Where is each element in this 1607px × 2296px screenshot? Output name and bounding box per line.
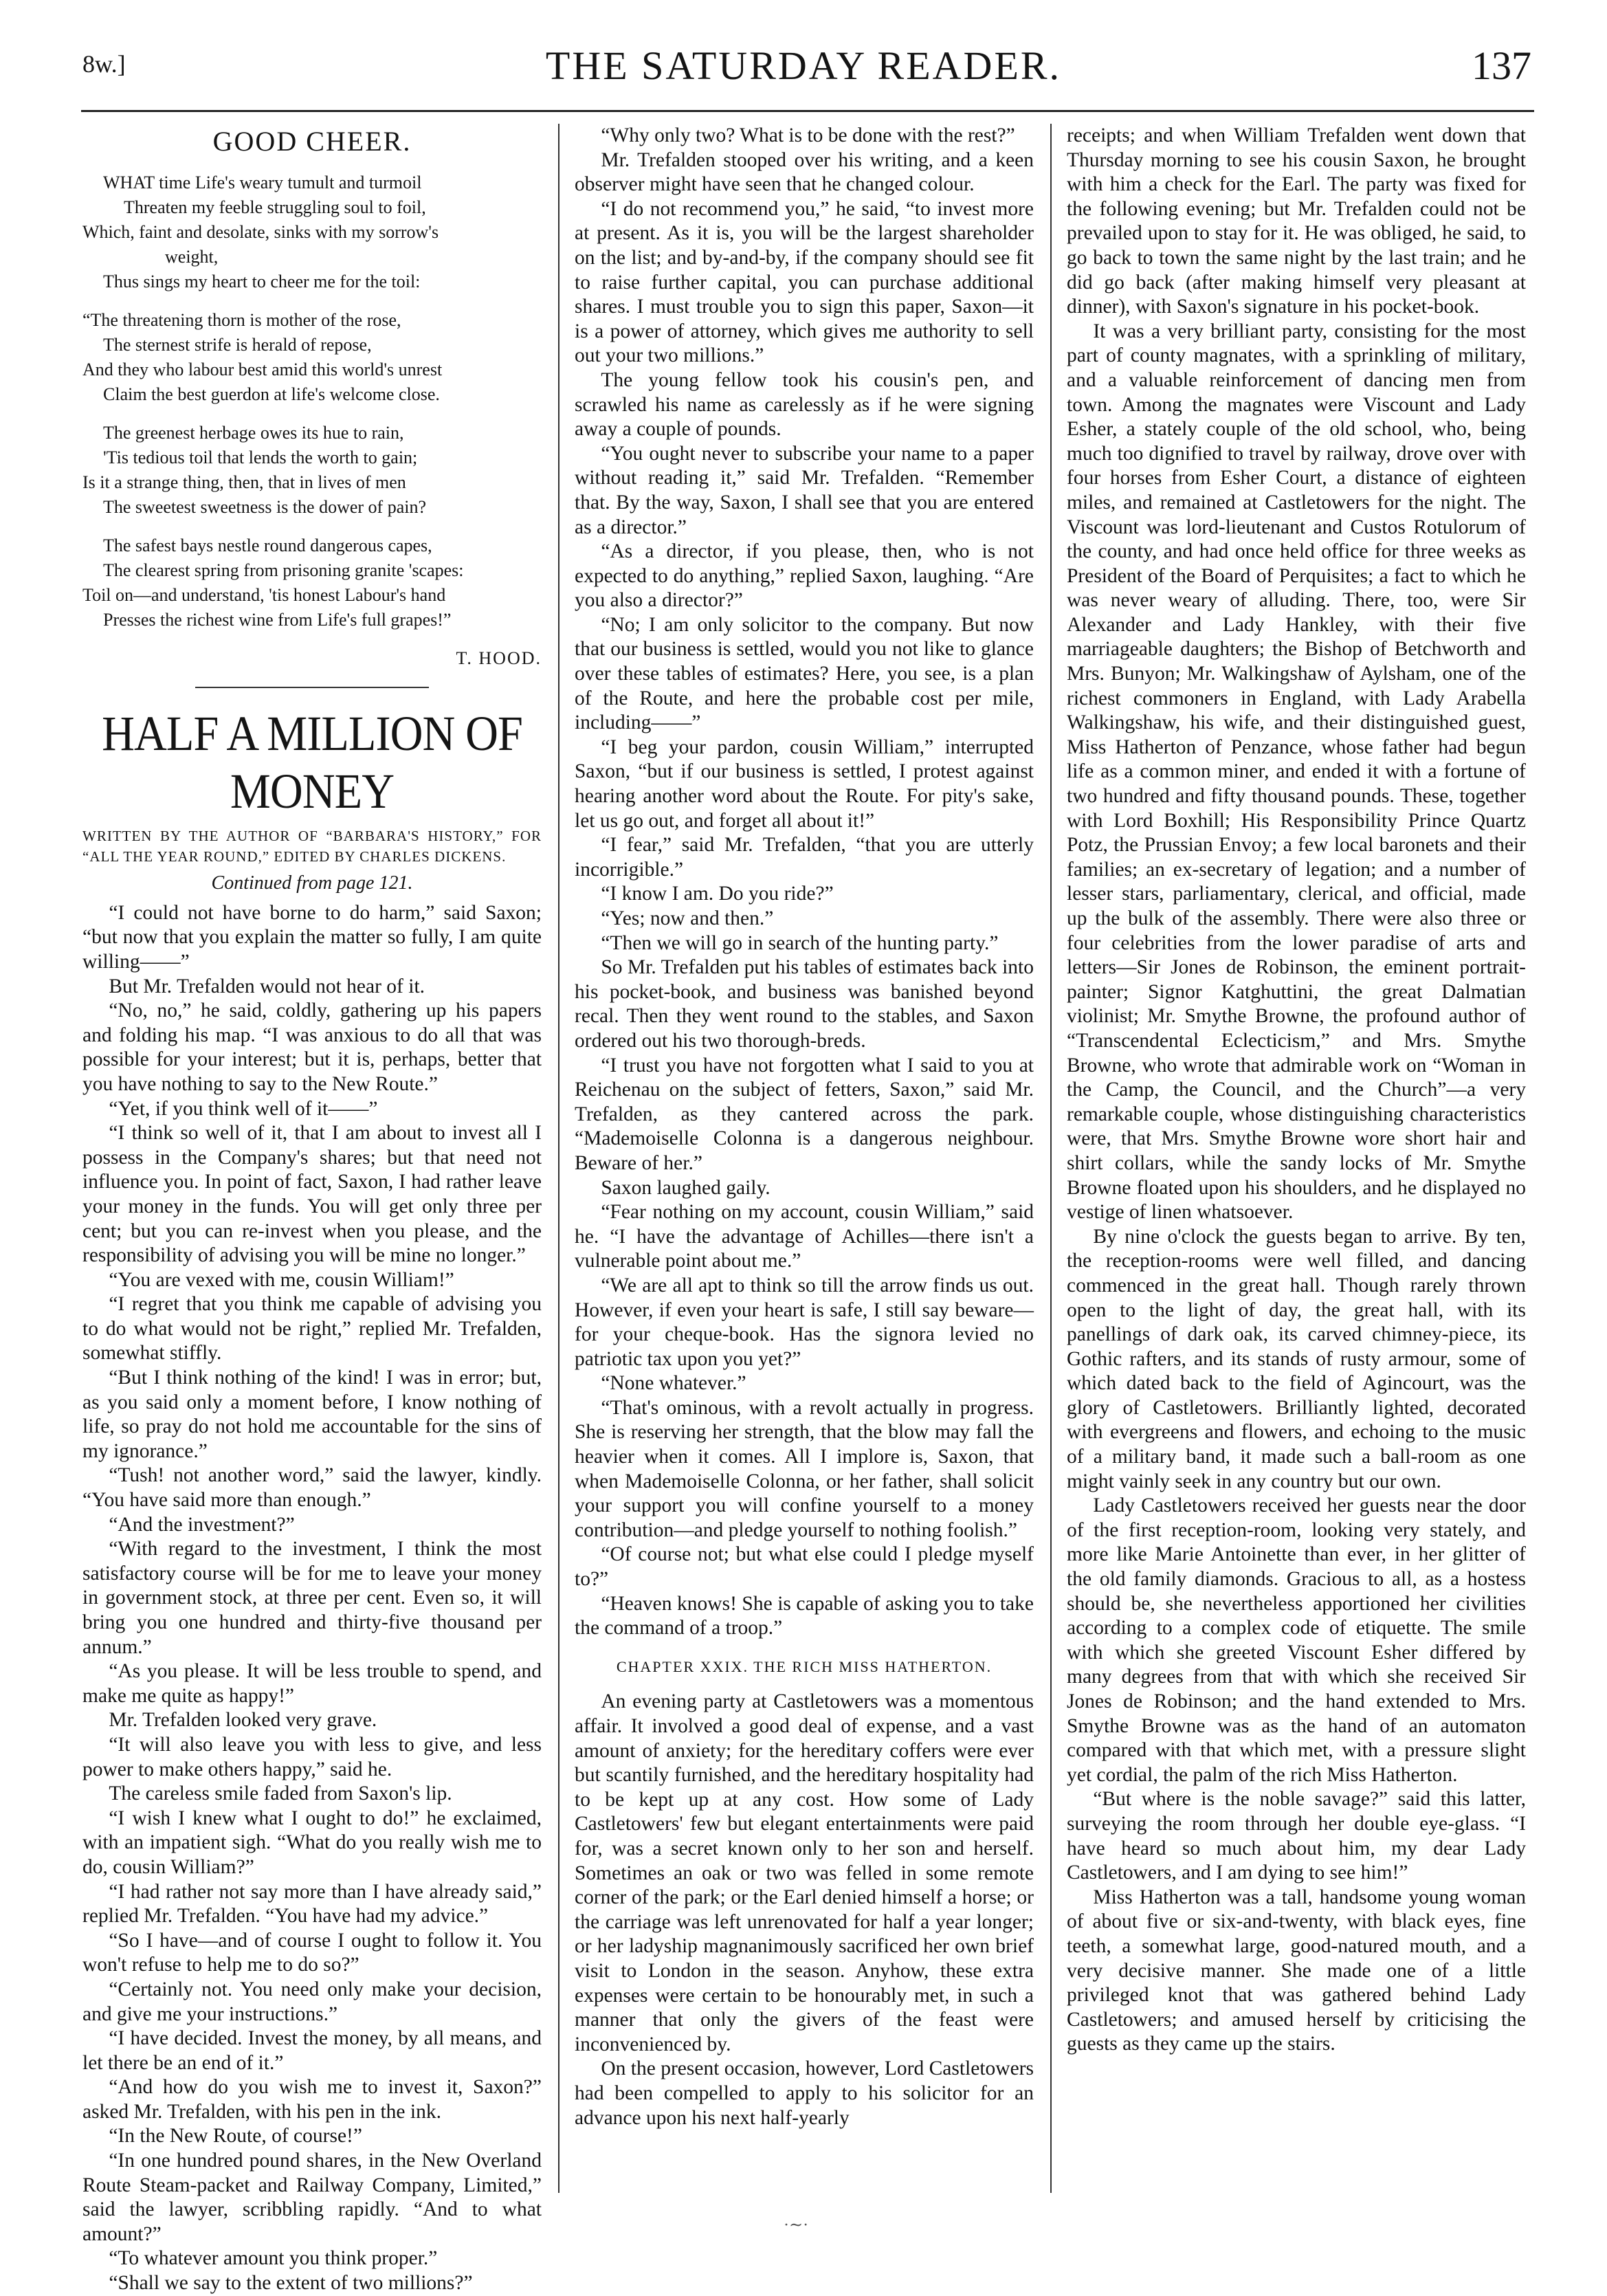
poem-body [82,170,542,632]
poem-stanza [82,170,542,294]
paragraph: Miss Hatherton was a tall, handsome young woman of about five or six-and-twenty, with black eyes, fine teeth, a somewhat large, good-natured mouth, and a very decisive manner. She made one of a little privileged knot that was gathered behind Lady Castletowers; and amused herself by criticising the guests as they came up the stairs. [1067,1886,1526,2055]
paragraph: “I had rather not say more than I have already said,” replied Mr. Trefalden. “You have had my advice.” [82,1880,542,1928]
poem-line: Thus sings my heart to cheer me for the toil: [103,271,421,291]
continued-from: Continued from page 121. [211,872,413,894]
poem-author: T. HOOD. [456,648,542,668]
poem-line: 'Tis tedious toil that lends the worth to gain; [103,447,418,467]
header-left-mark: 8w.] [82,50,126,78]
paragraph: “As a director, if you please, then, who is not expected to do anything,” replied Saxon, laughing. “Are you also a director?” [575,540,1034,612]
paragraph: “Certainly not. You need only make your decision, and give me your instructions.” [82,1978,542,2025]
paragraph: “I trust you have not forgotten what I said to you at Reichenau on the subject of fetters, Saxon,” said Mr. Trefalden, as they cantered across the park. “Mademoiselle Colonna is a dangerous neighbour. Beware of her.” [575,1054,1034,1174]
paragraph: “Fear nothing on my account, cousin William,” said he. “I have the advantage of Achilles—there isn't a vulnerable point about me.” [575,1201,1034,1272]
paragraph: “Yet, if you think well of it——” [109,1097,378,1120]
paragraph: “But where is the noble savage?” said this latter, surveying the room through her double eye-glass. “I have heard so much about him, my dear Lady Castletowers, and I am dying to see him!” [1067,1788,1526,1884]
poem-line: “The threatening thorn is mother of the rose, [82,309,401,330]
poem-line: Is it a strange thing, then, that in lives of men [82,472,406,492]
page-number: 137 [1472,43,1531,88]
poem-line: Threaten my feeble struggling soul to foil, [124,197,426,217]
paragraph: “Yes; now and then.” [601,907,774,929]
paragraph: The young fellow took his cousin's pen, and scrawled his name as carelessly as if he were signing away a couple of pounds. [575,368,1034,441]
paragraph: “I wish I knew what I ought to do!” he exclaimed, with an impatient sigh. “What do you really wish me to do, cousin William?” [82,1807,542,1878]
paragraph: Saxon laughed gaily. [601,1176,771,1199]
poem-stanza [82,533,542,632]
paragraph: “No, no,” he said, coldly, gathering up his papers and folding his map. “I was anxious to do all that was possible for your interest; but it is, perhaps, better that you have nothing to say to the New Route.” [82,1000,542,1095]
column-2 [575,124,1034,2130]
paragraph: “I have decided. Invest the money, by all means, and let there be an end of it.” [82,2027,542,2074]
paragraph: “So I have—and of course I ought to follow it. You won't refuse to help me to do so?” [82,1929,542,1976]
paragraph: The careless smile faded from Saxon's lip. [109,1782,452,1805]
paragraph: “I beg your pardon, cousin William,” interrupted Saxon, “but if our business is settled, I protest against hearing another word about the Route. For pity's sake, let us go out, and forget all about it!” [575,736,1034,832]
poem-stanza [82,421,542,520]
paragraph: “In one hundred pound shares, in the New Overland Route Steam-packet and Railway Company, Limited,” said the lawyer, scribbling rapidly. “And to what amount?” [82,2150,542,2245]
column-2-text-top [575,124,1034,1641]
paragraph: Mr. Trefalden looked very grave. [109,1709,377,1732]
section-divider [195,687,429,688]
column-3 [1067,124,1526,2057]
paragraph: “And the investment?” [109,1513,295,1536]
column-rule-2 [1050,124,1052,2193]
column-1 [82,124,542,2296]
poem-line: The sweetest sweetness is the dower of pain? [103,496,427,517]
paragraph: “And how do you wish me to invest it, Saxon?” asked Mr. Trefalden, with his pen in the ink. [82,2076,542,2123]
poem-title: GOOD CHEER. [212,126,412,157]
paragraph: “With regard to the investment, I think the most satisfactory course will be for me to leave your money in government stock, at three per cent. Even so, it will bring you one hundred and thirty-five thousand per annum.” [82,1538,542,1658]
chapter-heading: CHAPTER XXIX. THE RICH MISS HATHERTON. [616,1657,993,1675]
paragraph: “We are all apt to think so till the arrow finds us out. However, if even your heart is safe, I still say beware—for your cheque-book. Has the signora levied no patriotic tax upon you yet?” [575,1274,1034,1370]
serial-byline: WRITTEN BY THE AUTHOR OF “BARBARA'S HISTORY,” FOR “ALL THE YEAR ROUND,” EDITED BY CHARLES DICKENS. [82,828,542,865]
paragraph: “I do not recommend you,” he said, “to invest more at present. As it is, you will be the largest shareholder on the list; and by-and-by, if the company should see fit to raise further capital, you can purchase additional shares. I must trouble you to sign this paper, Saxon—it is a power of attorney, which gives me authority to sell out your two millions.” [575,197,1034,367]
poem-line: The sternest strife is herald of repose, [103,334,372,355]
paragraph: Mr. Trefalden stooped over his writing, and a keen observer might have seen that he changed colour. [575,148,1034,196]
column-3-text [1067,124,1526,2057]
footer-ornament: ·∼· [784,2216,809,2234]
poem-line: The greenest herbage owes its hue to rain, [103,422,404,443]
serial-title: HALF A MILLION OF MONEY [102,706,522,819]
column-rule-1 [558,124,559,2193]
paragraph: “Tush! not another word,” said the lawyer, kindly. “You have said more than enough.” [82,1464,542,1512]
header-rule [81,110,1534,112]
paragraph: “I could not have borne to do harm,” said Saxon; “but now that you explain the matter so fully, I am quite willing——” [82,901,542,973]
poem-line: The safest bays nestle round dangerous capes, [103,535,432,555]
poem-line: WHAT time Life's weary tumult and turmoil [103,172,422,192]
poem-stanza [82,308,542,407]
paragraph: “Shall we say to the extent of two millions?” [109,2272,473,2295]
paragraph: “You are vexed with me, cousin William!” [109,1268,454,1291]
paragraph: “You ought never to subscribe your name to a paper without reading it,” said Mr. Trefalden. “Remember that. By the way, Saxon, I shall see that you are entered as a director.” [575,442,1034,538]
poem-line: Toil on—and understand, 'tis honest Labour's hand [82,584,446,605]
paragraph: “Of course not; but what else could I pledge myself to?” [575,1543,1034,1591]
paragraph: receipts; and when William Trefalden went down that Thursday morning to see his cousin Saxon, he brought with him a check for the Earl. The party was fixed for the following evening; but Mr. Trefalden could not be prevailed upon to stay for it. He was obliged, he said, to go back to town the same night by the last train; and he did go back (after making himself very pleasant at dinner), with Saxon's signature in his pocket-book. [1067,124,1526,318]
paragraph: Lady Castletowers received her guests near the door of the first reception-room, looking very stately, and more like Marie Antoinette than ever, in her glitter of the old family diamonds. Gracious to all, as a hostess should be, she nevertheless apportioned her civilities according to a complex code of etiquette. The smile with which she greeted Viscount Esher differed by many degrees from that with which she received Sir Jones de Robinson; and the hand extended to Mrs. Smythe Browne was as the hand of an automaton compared with that which met, with a pressure slight yet cordial, the palm of the rich Miss Hatherton. [1067,1494,1526,1786]
poem-line: The clearest spring from prisoning granite 'scapes: [103,560,464,580]
paragraph: “As you please. It will be less trouble to spend, and make me quite as happy!” [82,1660,542,1707]
paragraph: “I regret that you think me capable of advising you to do what would not be right,” replied Mr. Trefalden, somewhat stiffly. [82,1293,542,1365]
poem-line: And they who labour best amid this world's unrest [82,359,443,379]
paragraph: “Then we will go in search of the hunting party.” [601,931,999,954]
paragraph: “To whatever amount you think proper.” [109,2247,438,2270]
paragraph: An evening party at Castletowers was a momentous affair. It involved a good deal of expense, and a vast amount of anxiety; for the hereditary coffers were ever but scantily furnished, and the hereditary hospitality had to be kept up at any cost. How some of Lady Castletowers' few but elegant entertainments were paid for, was a secret known only to her son and herself. Sometimes an oak or two was felled in some remote corner of the park; or the Earl denied himself a horse; or the carriage was left unrenovated for half a year longer; or her ladyship magnanimously sacrificed her own brief visit to London in the season. Anyhow, these extra expenses were certain to be honourably met, in such a manner that only the givers of the feast were inconvenienced by. [575,1690,1034,2055]
paragraph: “I fear,” said Mr. Trefalden, “that you are utterly incorrigible.” [575,834,1034,881]
column-1-text [82,901,542,2296]
poem-line: Which, faint and desolate, sinks with my sorrow's [82,221,439,242]
poem-line: Claim the best guerdon at life's welcome close. [103,384,440,404]
paragraph: By nine o'clock the guests began to arrive. By ten, the reception-rooms were well filled, and dancing commenced in the great hall. Though rarely thrown open to the light of day, the great hall, with its panellings of dark oak, its carved chimney-piece, its Gothic rafters, and its stands of rusty armour, some of which dated back to the field of Agincourt, was the glory of Castletowers. Brilliantly lighted, decorated with evergreens and flowers, and echoing to the music of a military band, it made such a ball-room as one might vainly seek in any country but our own. [1067,1225,1526,1492]
paragraph: “I think so well of it, that I am about to invest all I possess in the Company's shares; but that need not influence you. In point of fact, Saxon, I had rather leave your money in the funds. You will get only three per cent; but you can re-invest when you please, and the responsibility of advising you will be mine no longer.” [82,1122,542,1267]
paragraph: On the present occasion, however, Lord Castletowers had been compelled to apply to his solicitor for an advance upon his next half-yearly [575,2057,1034,2129]
paragraph: But Mr. Trefalden would not hear of it. [109,975,425,997]
poem [82,126,542,670]
paragraph: “Why only two? What is to be done with the rest?” [601,124,1015,146]
paragraph: “I know I am. Do you ride?” [601,883,834,905]
paragraph: “Heaven knows! She is capable of asking you to take the command of a troop.” [575,1592,1034,1640]
paragraph: “In the New Route, of course!” [109,2125,362,2148]
publication-title: THE SATURDAY READER. [545,43,1062,88]
poem-line: weight, [165,246,219,267]
paragraph: “It will also leave you with less to give, and less power to make others happy,” said he. [82,1733,542,1780]
paragraph: “That's ominous, with a revolt actually in progress. She is reserving her strength, that the blow may fall the heavier when it comes. All I implore is, Saxon, that when Mademoiselle Colonna, or her father, shall solicit your support you will confine yourself to a money contribution—and pledge yourself to nothing foolish.” [575,1396,1034,1541]
paragraph: “But I think nothing of the kind! I was in error; but, as you said only a moment before, I know nothing of life, so pray do not hold me accountable for the sins of my ignorance.” [82,1367,542,1462]
running-header [0,40,1607,102]
paragraph: It was a very brilliant party, consisting for the most part of county magnates, with a sprinkling of military, and a valuable reinforcement of dancing men from town. Among the magnates were Viscount and Lady Esher, a stately couple of the old school, who, being much too dignified to travel by railway, drove over with four horses from Esher Court, a distance of eighteen miles, and remained at Castletowers for the night. The Viscount was lord-lieutenant and Custos Rotulorum of the county, and had once held office for three weeks as President of the Board of Perquisites; a fact to which he was never weary of alluding. There, too, were Sir Alexander and Lady Hankley, with their five marriageable daughters; the Bishop of Betchworth and Mrs. Bunyon; Mr. Walkingshaw of Aylsham, one of the richest commoners in England, with Lady Arabella Walkingshaw, his wife, and their distinguished guest, Miss Hatherton of Penzance, whose father had begun life as a common miner, and ended it with a fortune of two hundred and fifty thousand pounds. These, together with Lord Boxhill; His Responsibility Prince Quartz Potz, the Prussian Envoy; a few local baronets and their families; an ex-secretary of legation; and a number of lesser stars, parliamentary, clerical, and official, made up the bulk of the assembly. There were also three or four celebrities from the lower paradise of arts and letters—Sir Jones de Robinson, the eminent portrait-painter; Signor Katghuttini, the great Dalmatian violinist; Mr. Smythe Browne, the profound author of “Transcendental Eclecticism,” and Mrs. Smythe Browne, who wrote that admirable work on “Woman in the Camp, the Council, and the Church”—a very remarkable couple, whose distinguishing characteristics were, that Mrs. Smythe Browne wore short hair and shirt collars, while the sandy locks of Mr. Smythe Browne floated upon his shoulders, and he displayed no vestige of linen whatsoever. [1067,320,1526,1224]
poem-line: Presses the richest wine from Life's full grapes!” [103,609,452,630]
column-2-text-bottom [575,1690,1034,2130]
paragraph: “None whatever.” [601,1372,746,1395]
paragraph: So Mr. Trefalden put his tables of estimates back into his pocket-book, and business was banished beyond recal. Then they went round to the stables, and Saxon ordered out his two thorough-breds. [575,956,1034,1052]
paragraph: “No; I am only solicitor to the company. But now that our business is settled, would you not like to glance over these tables of estimates? Here, you see, is a plan of the Route, and here the probable cost per mile, including——” [575,613,1034,734]
